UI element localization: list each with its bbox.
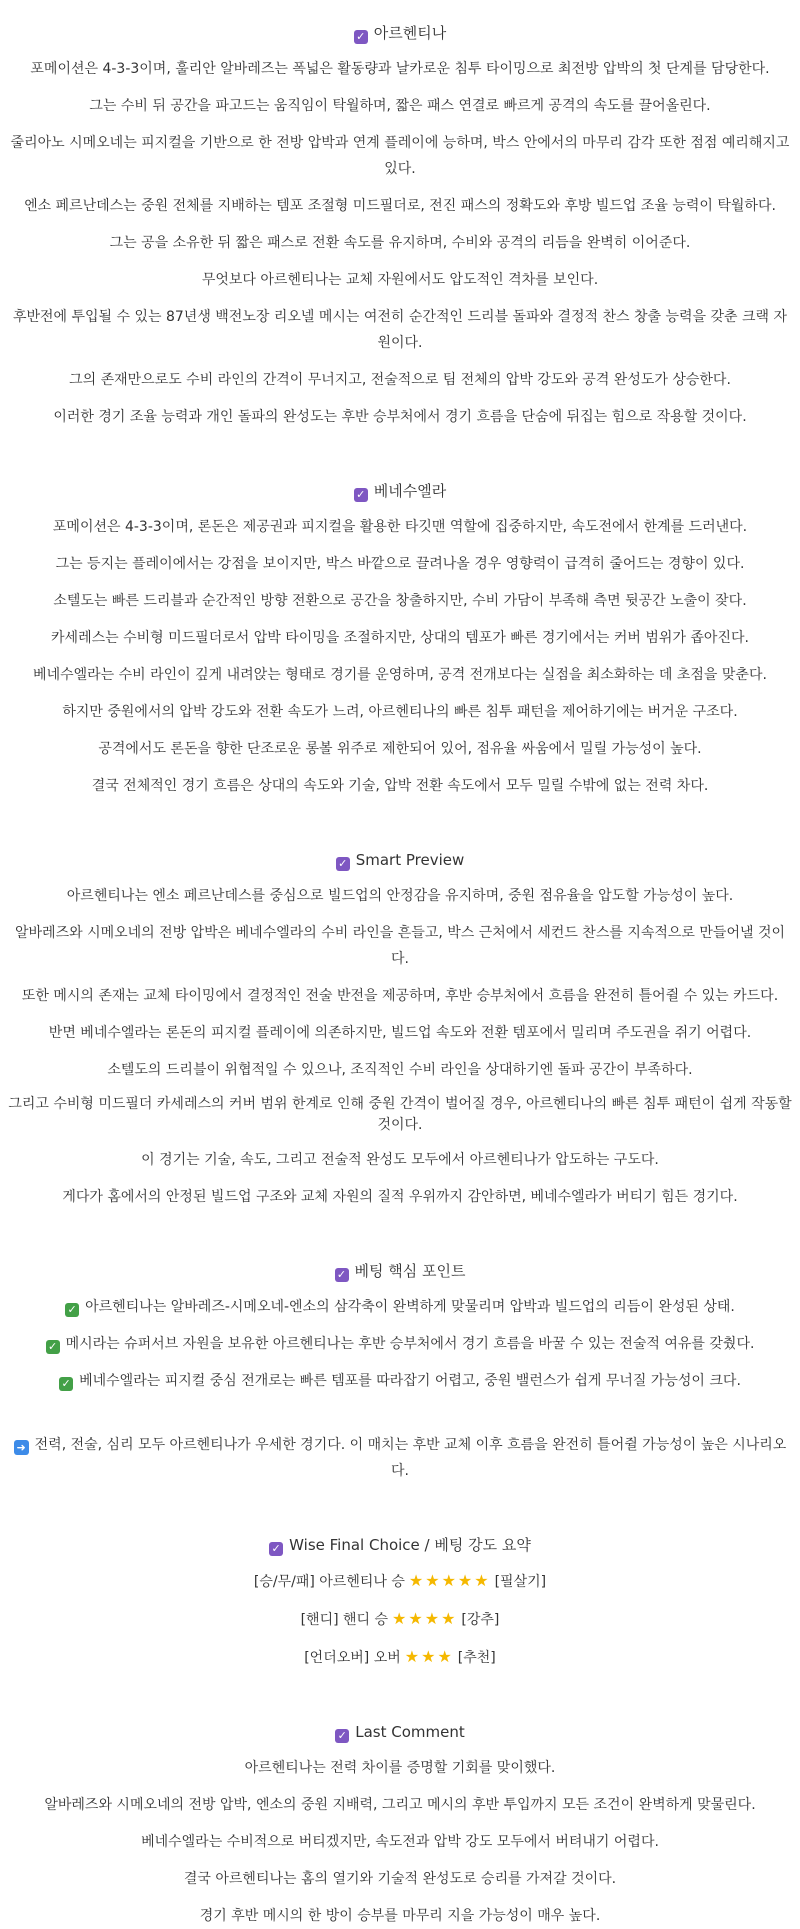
heading-label: 아르헨티나 bbox=[373, 24, 447, 42]
heading-label: 베팅 핵심 포인트 bbox=[354, 1262, 466, 1280]
spacer bbox=[0, 1221, 800, 1258]
paragraph: 공격에서도 론돈을 향한 단조로운 롱볼 위주로 제한되어 있어, 점유율 싸움에서 밀릴 가능성이 높다. bbox=[98, 741, 702, 757]
section-heading bbox=[0, 1258, 800, 1284]
betting-point bbox=[0, 1331, 800, 1357]
paragraph: 베네수엘라는 수비 라인이 깊게 내려앉는 형태로 경기를 운영하며, 공격 전개보다는 실점을 최소화하는 데 초점을 맞춘다. bbox=[33, 667, 767, 683]
betting-section bbox=[0, 1258, 800, 1484]
star-rating-icon: ★★★★★ bbox=[408, 1571, 491, 1590]
section-heading bbox=[0, 1719, 800, 1745]
pick-label: [승/무/패] 아르헨티나 승 bbox=[253, 1574, 405, 1590]
section-heading bbox=[0, 1532, 800, 1558]
spacer bbox=[0, 1405, 800, 1432]
paragraph: 그는 공을 소유한 뒤 짧은 패스로 전환 속도를 유지하며, 수비와 공격의 리듬을 완벽히 이어준다. bbox=[109, 235, 691, 251]
paragraph: 그의 존재만으로도 수비 라인의 간격이 무너지고, 전술적으로 팀 전체의 압박 강도와 공격 완성도가 상승한다. bbox=[69, 372, 731, 388]
paragraph: 아르헨티나는 전력 차이를 증명할 기회를 맞이했다. bbox=[244, 1760, 556, 1776]
purple-check-icon: ✓ bbox=[335, 1268, 349, 1282]
paragraph: 알바레즈와 시메오네의 전방 압박은 베네수엘라의 수비 라인을 흔들고, 박스 근처에서 세컨드 찬스를 지속적으로 만들어낼 것이다. bbox=[15, 925, 785, 967]
betting-point-text: 메시라는 슈퍼서브 자원을 보유한 아르헨티나는 후반 승부처에서 경기 흐름을 바꿀 수 있는 전술적 여유를 갖췄다. bbox=[65, 1336, 755, 1352]
paragraph: 게다가 홈에서의 안정된 빌드업 구조와 교체 자원의 질적 우위까지 감안하면, 베네수엘라가 버티기 힘든 경기다. bbox=[62, 1189, 738, 1205]
pick-label: [핸디] 핸디 승 bbox=[300, 1612, 389, 1628]
star-rating-icon: ★★★ bbox=[404, 1647, 454, 1666]
paragraph: 그는 등지는 플레이에서는 강점을 보이지만, 박스 바깥으로 끌려나올 경우 영향력이 급격히 줄어드는 경향이 있다. bbox=[55, 556, 745, 572]
paragraph: 알바레즈와 시메오네의 전방 압박, 엔소의 중원 지배력, 그리고 메시의 후반 투입까지 모든 조건이 완벽하게 맞물린다. bbox=[44, 1797, 756, 1813]
star-rating-icon: ★★★★ bbox=[392, 1609, 458, 1628]
paragraph: 베네수엘라는 수비적으로 버티겠지만, 속도전과 압박 강도 모두에서 버텨내기 어렵다. bbox=[141, 1834, 659, 1850]
betting-summary-text: 전력, 전술, 심리 모두 아르헨티나가 우세한 경기다. 이 매치는 후반 교체 이후 흐름을 완전히 틀어쥘 가능성이 높은 시나리오다. bbox=[34, 1437, 787, 1479]
paragraph: 또한 메시의 존재는 교체 타이밍에서 결정적인 전술 반전을 제공하며, 후반 승부처에서 흐름을 완전히 틀어쥘 수 있는 카드다. bbox=[21, 988, 779, 1004]
pick-row bbox=[0, 1606, 800, 1633]
betting-point-text: 아르헨티나는 알바레즈-시메오네-엔소의 삼각축이 완벽하게 맞물리며 압박과 빌드업의 리듬이 완성된 상태. bbox=[85, 1299, 735, 1315]
preview-section bbox=[0, 847, 800, 1210]
green-check-icon: ✓ bbox=[65, 1303, 79, 1317]
paragraph: 이러한 경기 조율 능력과 개인 돌파의 완성도는 후반 승부처에서 경기 흐름을 단숨에 뒤집는 힘으로 작용할 것이다. bbox=[53, 409, 747, 425]
paragraph: 포메이션은 4-3-3이며, 훌리안 알바레즈는 폭넓은 활동량과 날카로운 침투 타이밍으로 최전방 압박의 첫 단계를 담당한다. bbox=[30, 61, 770, 77]
paragraph: 줄리아노 시메오네는 피지컬을 기반으로 한 전방 압박과 연계 플레이에 능하며, 박스 안에서의 마무리 감각 또한 점점 예리해지고 있다. bbox=[10, 135, 790, 177]
section-heading bbox=[0, 20, 800, 46]
final-choice-section bbox=[0, 1532, 800, 1671]
pick-grade: [추천] bbox=[457, 1650, 496, 1666]
paragraph: 아르헨티나는 엔소 페르난데스를 중심으로 빌드업의 안정감을 유지하며, 중원 점유율을 압도할 가능성이 높다. bbox=[66, 888, 734, 904]
paragraph: 엔소 페르난데스는 중원 전체를 지배하는 템포 조절형 미드필더로, 전진 패스의 정확도와 후방 빌드업 조율 능력이 탁월하다. bbox=[24, 198, 776, 214]
heading-label: 베네수엘라 bbox=[373, 482, 447, 500]
purple-check-icon: ✓ bbox=[336, 857, 350, 871]
spacer bbox=[0, 441, 800, 478]
paragraph: 결국 아르헨티나는 홈의 열기와 기술적 완성도로 승리를 가져갈 것이다. bbox=[183, 1871, 617, 1887]
betting-point bbox=[0, 1294, 800, 1320]
purple-check-icon: ✓ bbox=[269, 1542, 283, 1556]
paragraph: 포메이션은 4-3-3이며, 론돈은 제공권과 피지컬을 활용한 타깃맨 역할에 집중하지만, 속도전에서 한계를 드러낸다. bbox=[52, 519, 748, 535]
purple-check-icon: ✓ bbox=[335, 1729, 349, 1743]
paragraph: 소텔도는 빠른 드리블과 순간적인 방향 전환으로 공간을 창출하지만, 수비 가담이 부족해 측면 뒷공간 노출이 잦다. bbox=[53, 593, 747, 609]
pick-grade: [필살기] bbox=[494, 1574, 547, 1590]
purple-check-icon: ✓ bbox=[354, 30, 368, 44]
pick-label: [언더오버] 오버 bbox=[304, 1650, 401, 1666]
paragraph: 카세레스는 수비형 미드필더로서 압박 타이밍을 조절하지만, 상대의 템포가 빠른 경기에서는 커버 범위가 좁아진다. bbox=[51, 630, 749, 646]
paragraph: 소텔도의 드리블이 위협적일 수 있으나, 조직적인 수비 라인을 상대하기엔 돌파 공간이 부족하다. bbox=[107, 1062, 693, 1078]
pick-row bbox=[0, 1568, 800, 1595]
pick-grade: [강추] bbox=[461, 1612, 500, 1628]
paragraph: 무엇보다 아르헨티나는 교체 자원에서도 압도적인 격차를 보인다. bbox=[201, 272, 599, 288]
paragraph: 경기 후반 메시의 한 방이 승부를 마무리 지을 가능성이 매우 높다. bbox=[199, 1908, 601, 1924]
last-comment-section bbox=[0, 1719, 800, 1929]
spacer bbox=[0, 1495, 800, 1532]
heading-label: Wise Final Choice / 베팅 강도 요약 bbox=[289, 1536, 531, 1554]
paragraph: 후반전에 투입될 수 있는 87년생 백전노장 리오넬 메시는 여전히 순간적인 드리블 돌파와 결정적 찬스 창출 능력을 갖춘 크랙 자원이다. bbox=[12, 309, 788, 351]
purple-check-icon: ✓ bbox=[354, 488, 368, 502]
paragraph: 반면 베네수엘라는 론돈의 피지컬 플레이에 의존하지만, 빌드업 속도와 전환 템포에서 밀리며 주도권을 쥐기 어렵다. bbox=[48, 1025, 752, 1041]
betting-point-text: 베네수엘라는 피지컬 중심 전개로는 빠른 템포를 따라잡기 어렵고, 중원 밸런스가 쉽게 무너질 가능성이 크다. bbox=[79, 1373, 741, 1389]
section-heading bbox=[0, 478, 800, 504]
spacer bbox=[0, 810, 800, 847]
arrow-right-icon: ➜ bbox=[14, 1440, 29, 1455]
green-check-icon: ✓ bbox=[59, 1377, 73, 1391]
heading-label: Last Comment bbox=[355, 1723, 465, 1741]
spacer bbox=[0, 1682, 800, 1719]
section-heading bbox=[0, 847, 800, 873]
paragraph: 그리고 수비형 미드필더 카세레스의 커버 범위 한계로 인해 중원 간격이 벌어질 경우, 아르헨티나의 빠른 침투 패턴이 쉽게 작동할 것이다. bbox=[8, 1096, 792, 1133]
betting-summary bbox=[0, 1432, 800, 1484]
heading-label: Smart Preview bbox=[355, 851, 465, 869]
pick-row bbox=[0, 1644, 800, 1671]
paragraph: 하지만 중원에서의 압박 강도와 전환 속도가 느려, 아르헨티나의 빠른 침투 패턴을 제어하기에는 버거운 구조다. bbox=[62, 704, 738, 720]
paragraph: 그는 수비 뒤 공간을 파고드는 움직임이 탁월하며, 짧은 패스 연결로 빠르게 공격의 속도를 끌어올린다. bbox=[89, 98, 711, 114]
green-check-icon: ✓ bbox=[46, 1340, 60, 1354]
betting-point bbox=[0, 1368, 800, 1394]
venezuela-section bbox=[0, 478, 800, 799]
paragraph: 결국 전체적인 경기 흐름은 상대의 속도와 기술, 압박 전환 속도에서 모두 밀릴 수밖에 없는 전력 차다. bbox=[91, 778, 709, 794]
argentina-section bbox=[0, 20, 800, 430]
paragraph: 이 경기는 기술, 속도, 그리고 전술적 완성도 모두에서 아르헨티나가 압도하는 구도다. bbox=[141, 1152, 659, 1168]
